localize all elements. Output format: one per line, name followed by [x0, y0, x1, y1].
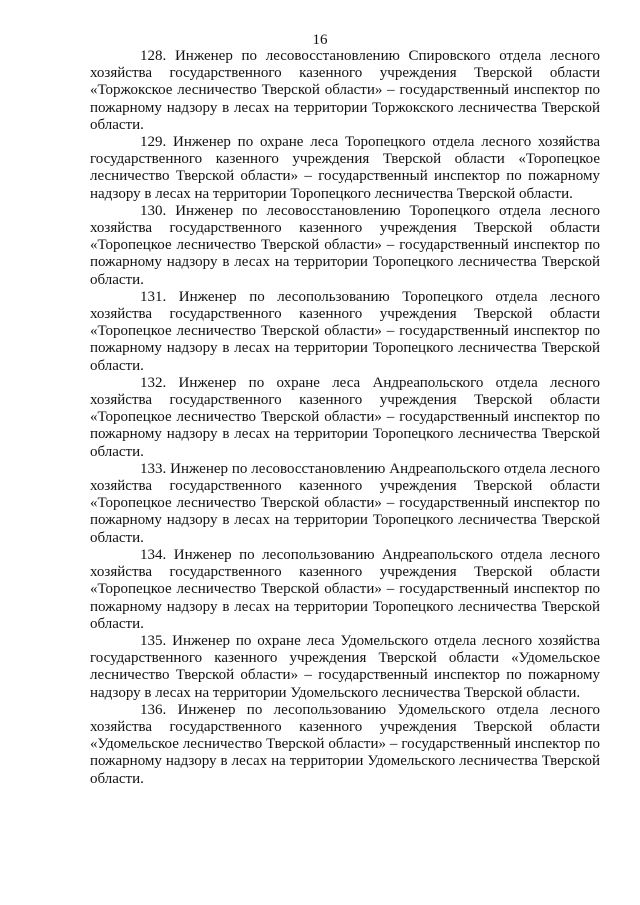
item-text: Инженер по лесовосстановлению Андреапольского отдела лесного хозяйства государственного казенного учреждения Тверской области «Торопецкое лесничество Тверской области» – государственный инспектор по пожарному надзору в лесах на территории Торопецкого лесничества Тверской области. — [90, 460, 601, 546]
list-item-130 — [90, 203, 600, 289]
item-number: 134. — [140, 546, 167, 563]
item-number: 129. — [140, 134, 167, 151]
document-body — [90, 48, 600, 788]
list-item-132 — [90, 375, 600, 461]
item-number: 131. — [140, 288, 167, 305]
list-item-131 — [90, 289, 600, 375]
item-text: Инженер по охране леса Торопецкого отдела лесного хозяйства государственного казенного учреждения Тверской области «Торопецкое лесничество Тверской области» – государственный инспектор по пожарному надзору в лесах на территории Торопецкого лесничества Тверской области. — [90, 134, 600, 202]
list-item-129 — [90, 134, 600, 203]
item-text: Инженер по лесопользованию Андреапольского отдела лесного хозяйства государственного казенного учреждения Тверской области «Торопецкое лесничество Тверской области» – государственный инспектор по пожарному надзору в лесах на территории Торопецкого лесничества Тверской области. — [90, 546, 600, 632]
item-number: 133. — [140, 460, 167, 477]
page-number: 16 — [312, 32, 328, 48]
item-text: Инженер по лесовосстановлению Торопецкого отдела лесного хозяйства государственного казенного учреждения Тверской области «Торопецкое лесничество Тверской области» – государственный инспектор по пожарному надзору в лесах на территории Торопецкого лесничества Тверской области. — [90, 202, 601, 288]
item-number: 135. — [140, 632, 167, 649]
item-text: Инженер по охране леса Удомельского отдела лесного хозяйства государственного казенного учреждения Тверской области «Удомельское лесничество Тверской области» – государственный инспектор по пожарному надзору в лесах на территории Удомельского лесничества Тверской области. — [90, 632, 601, 701]
item-text: Инженер по лесовосстановлению Спировского отдела лесного хозяйства государственного казенного учреждения Тверской области «Торжокское лесничество Тверской области» – государственный инспектор по пожарному надзору в лесах на территории Торжокского лесничества Тверской области. — [90, 48, 600, 133]
list-item-128 — [90, 48, 600, 134]
item-text: Инженер по охране леса Андреапольского отдела лесного хозяйства государственного казенного учреждения Тверской области «Торопецкое лесничество Тверской области» – государственный инспектор по пожарному надзору в лесах на территории Торопецкого лесничества Тверской области. — [90, 374, 601, 460]
item-text: Инженер по лесопользованию Удомельского отдела лесного хозяйства государственного казенного учреждения Тверской области «Удомельское лесничество Тверской области» – государственный инспектор по пожарному надзору в лесах на территории Удомельского лесничества Тверской области. — [90, 701, 601, 787]
list-item-136 — [90, 702, 600, 788]
item-number: 132. — [140, 374, 167, 391]
list-item-133 — [90, 461, 600, 547]
list-item-135 — [90, 633, 600, 702]
item-number: 128. — [140, 48, 167, 64]
item-number: 136. — [140, 701, 167, 718]
item-text: Инженер по лесопользованию Торопецкого отдела лесного хозяйства государственного казенного учреждения Тверской области «Торопецкое лесничество Тверской области» – государственный инспектор по пожарному надзору в лесах на территории Торопецкого лесничества Тверской области. — [90, 288, 600, 374]
list-item-134 — [90, 547, 600, 633]
item-number: 130. — [140, 202, 167, 219]
